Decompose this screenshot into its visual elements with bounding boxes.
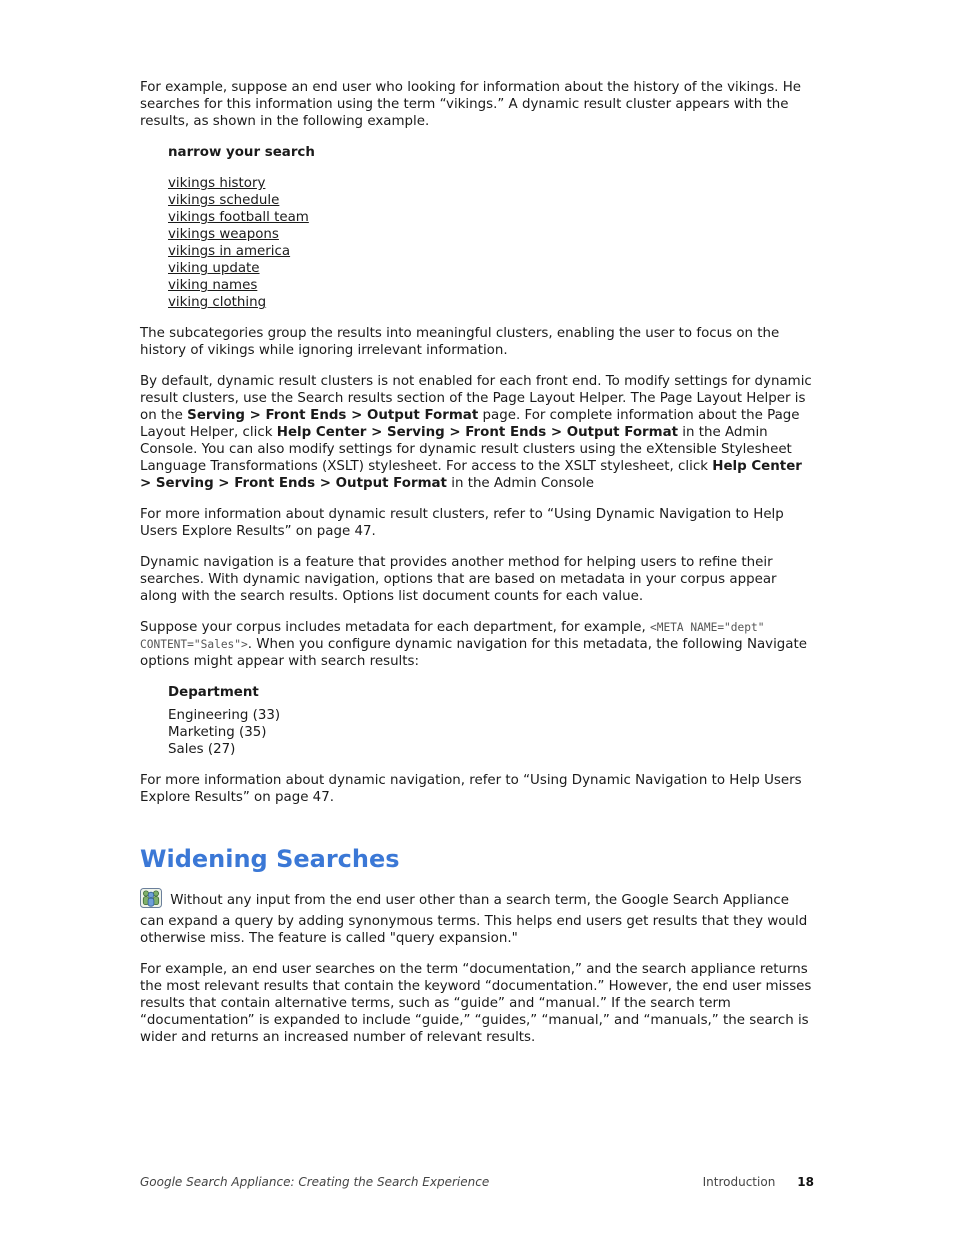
menu-path-help-center-1: Help Center > Serving > Front Ends > Output Format — [276, 425, 679, 440]
department-box — [168, 684, 812, 758]
more-info-clusters-paragraph: For more information about dynamic result clusters, refer to “Using Dynamic Navigation to Help Users Explore Results” on page 47. — [140, 507, 784, 539]
menu-path-output-format: Serving > Front Ends > Output Format — [187, 408, 479, 423]
department-list — [168, 707, 812, 758]
dynamic-navigation-paragraph: Dynamic navigation is a feature that provides another method for helping users to refine their searches. With dynamic navigation, options that are based on metadata in your corpus appear along with the search results. Options list document counts for each value. — [140, 555, 777, 604]
narrow-search-box — [168, 144, 812, 311]
documentation-example-paragraph: For example, an end user searches on the term “documentation,” and the search appliance returns the most relevant results that contain the keyword “documentation.” However, the end user misses results that contain alternative terms, such as “guide” and “manual.” If the search term “documentation” is expanded to include “guide,” “guides,” “manual,” and “manuals,” the search is wider and returns an increased number of relevant results. — [140, 962, 812, 1045]
narrow-search-links — [168, 175, 812, 311]
department-title: Department — [168, 685, 259, 700]
cluster-link-viking-names[interactable]: viking names — [168, 278, 258, 293]
cluster-link-vikings-in-america[interactable]: vikings in america — [168, 244, 291, 259]
narrow-search-title: narrow your search — [168, 145, 315, 160]
department-item: Engineering (33) — [168, 708, 281, 723]
meta-tag-code: <META NAME="dept" CONTENT="Sales"> — [140, 621, 765, 651]
subcategories-paragraph: The subcategories group the results into meaningful clusters, enabling the user to focus on the history of vikings while ignoring irrelevant information. — [140, 326, 780, 358]
cluster-link-vikings-weapons[interactable]: vikings weapons — [168, 227, 279, 242]
section-heading-widening-searches: Widening Searches — [140, 845, 400, 873]
cluster-link-viking-clothing[interactable]: viking clothing — [168, 295, 267, 310]
department-item: Sales (27) — [168, 742, 236, 757]
page-number: 18 — [797, 1175, 814, 1189]
intro-paragraph: For example, suppose an end user who looking for information about the history of the vikings. He searches for this information using the term “vikings.” A dynamic result cluster appears with the results, as shown in the following example. — [140, 80, 802, 129]
widening-paragraph: Without any input from the end user other than a search term, the Google Search Appliance can expand a query by adding synonymous terms. This helps end users get results that they would otherwise miss. The feature is called "query expansion." — [140, 888, 812, 947]
more-info-navigation-paragraph: For more information about dynamic navigation, refer to “Using Dynamic Navigation to Help Users Explore Results” on page 47. — [140, 773, 802, 805]
default-settings-paragraph: By default, dynamic result clusters is not enabled for each front end. To modify settings for dynamic result clusters, use the Search results section of the Page Layout Helper. The Page Layout Helper is on the Serving > Front Ends > Output Format page. For complete information about the Page Layout Helper, click Help Center > Serving > Front Ends > Output Format in the Admin Console. You can also modify settings for dynamic result clusters using the eXtensible Stylesheet Language Transformations (XSLT) stylesheet. For access to the XSLT stylesheet, click Help Center > Serving > Front Ends > Output Format in the Admin Console — [140, 374, 812, 491]
cluster-link-vikings-schedule[interactable]: vikings schedule — [168, 193, 280, 208]
menu-path-help-center-2: Help Center > Serving > Front Ends > Output Format — [140, 459, 802, 491]
footer-right — [703, 1174, 814, 1191]
cluster-link-vikings-history[interactable]: vikings history — [168, 176, 266, 191]
users-group-icon — [140, 888, 162, 913]
page-content — [140, 79, 812, 1060]
cluster-link-viking-update[interactable]: viking update — [168, 261, 260, 276]
footer-section: Introduction — [702, 1175, 776, 1189]
department-item: Marketing (35) — [168, 725, 267, 740]
cluster-link-vikings-football-team[interactable]: vikings football team — [168, 210, 309, 225]
suppose-corpus-paragraph: Suppose your corpus includes metadata for each department, for example, <META NAME="dept" CONTENT="Sales">. When you configure dynamic navigation for this metadata, the following Navigate options might appear with search results: — [140, 620, 808, 669]
footer-doc-title: Google Search Appliance: Creating the Search Experience — [140, 1175, 490, 1189]
